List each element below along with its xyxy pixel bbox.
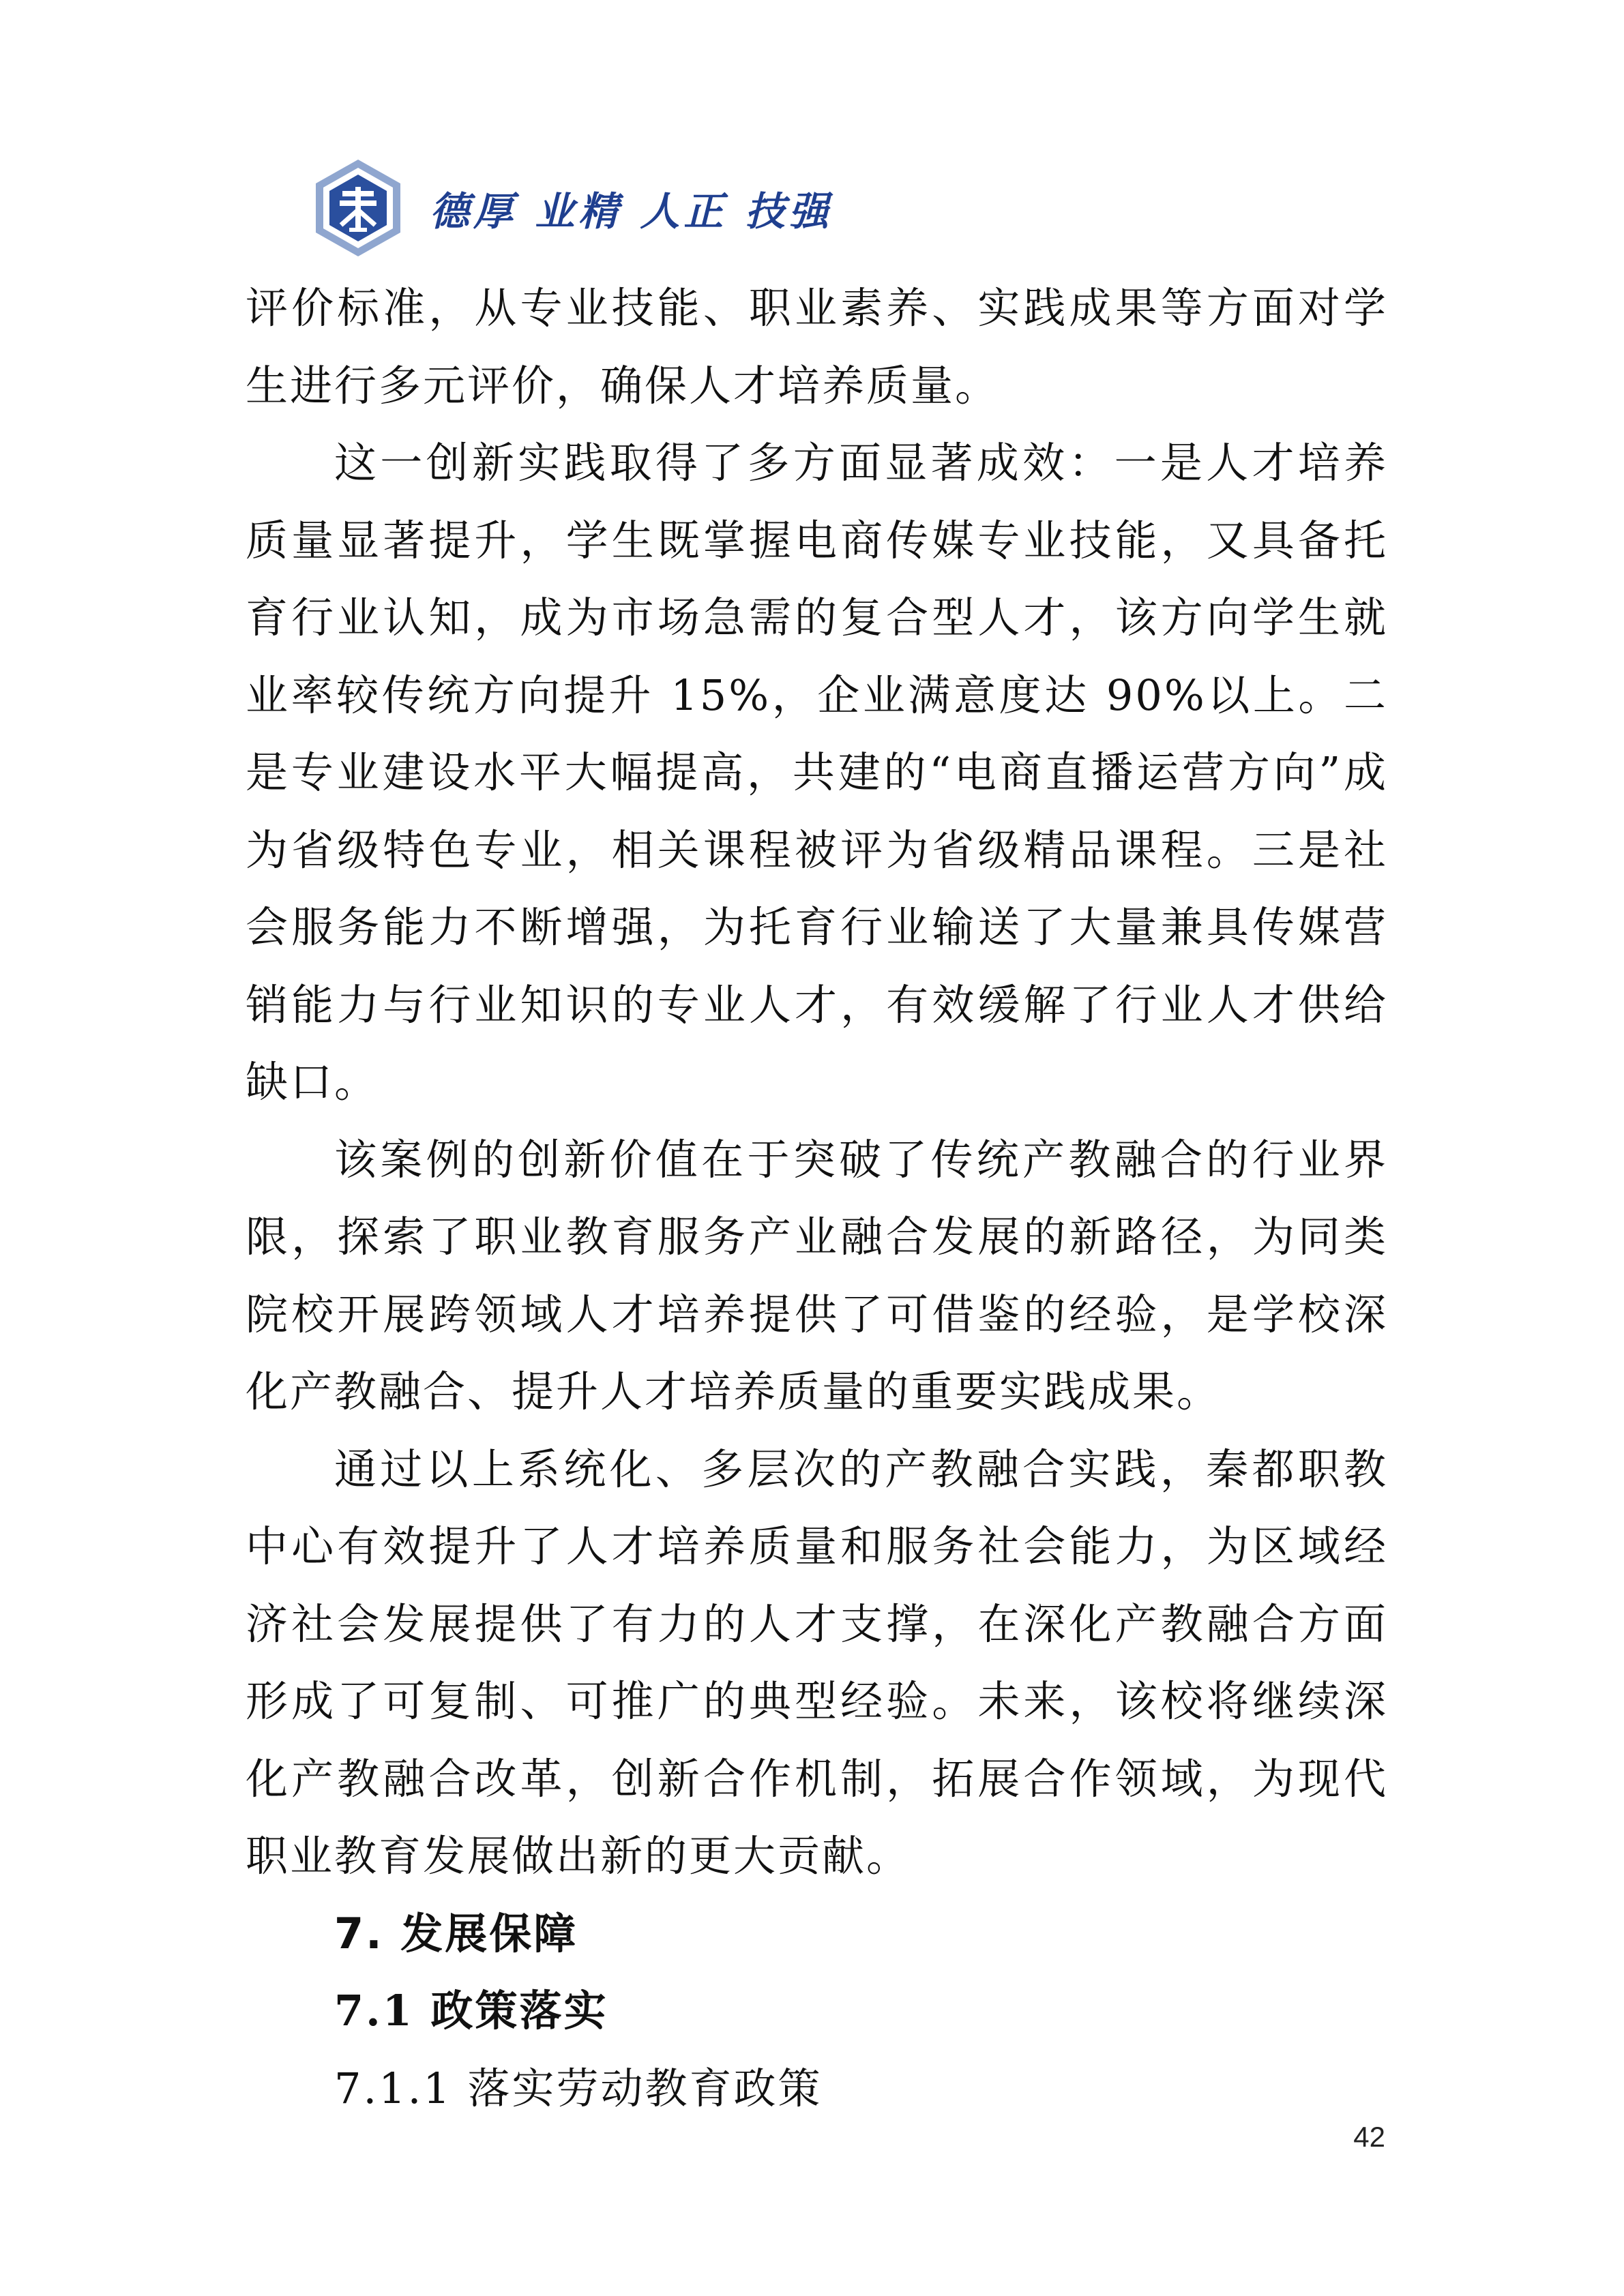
paragraph-3: 该案例的创新价值在于突破了传统产教融合的行业界限，探索了职业教育服务产业融合发展的新路径，为同类院校开展跨领域人才培养提供了可借鉴的经验，是学校深化产教融合、提升人才培养质量的重要实践成果。 (246, 1134, 1388, 1416)
paragraph-2: 这一创新实践取得了多方面显著成效：一是人才培养质量显著提升，学生既掌握电商传媒专业技能，又具备托育行业认知，成为市场急需的复合型人才，该方向学生就业率较传统方向提升 15%，企业满意度达 90%以上。二是专业建设水平大幅提高，共建的“电商直播运营方向”成为省级特色专业，相关课程被评为省级精品课程。三是社会服务能力不断增强，为托育行业输送了大量兼具传媒营销能力与行业知识的专业人才，有效缓解了行业人才供给缺口。 (246, 438, 1388, 1107)
section-heading: 7. 发展保障 (334, 1908, 578, 1958)
page-number: 42 (1353, 2121, 1385, 2153)
paragraph-4: 通过以上系统化、多层次的产教融合实践，秦都职教中心有效提升了人才培养质量和服务社会能力，为区域经济社会发展提供了有力的人才支撑，在深化产教融合方面形成了可复制、可推广的典型经验。未来，该校将继续深化产教融合改革，创新合作机制，拓展合作领域，为现代职业教育发展做出新的更大贡献。 (246, 1444, 1388, 1881)
school-motto: 德厚 业精 人正 技强 (430, 188, 833, 235)
paragraph-1: 评价标准，从专业技能、职业素养、实践成果等方面对学生进行多元评价，确保人才培养质量。 (246, 283, 1388, 411)
page-header (307, 153, 833, 263)
subsection-heading: 7.1 政策落实 (334, 1986, 608, 2036)
sub-subsection-heading: 7.1.1 落实劳动教育政策 (334, 2063, 823, 2113)
document-body (246, 269, 1388, 2127)
school-logo-icon (307, 157, 409, 259)
